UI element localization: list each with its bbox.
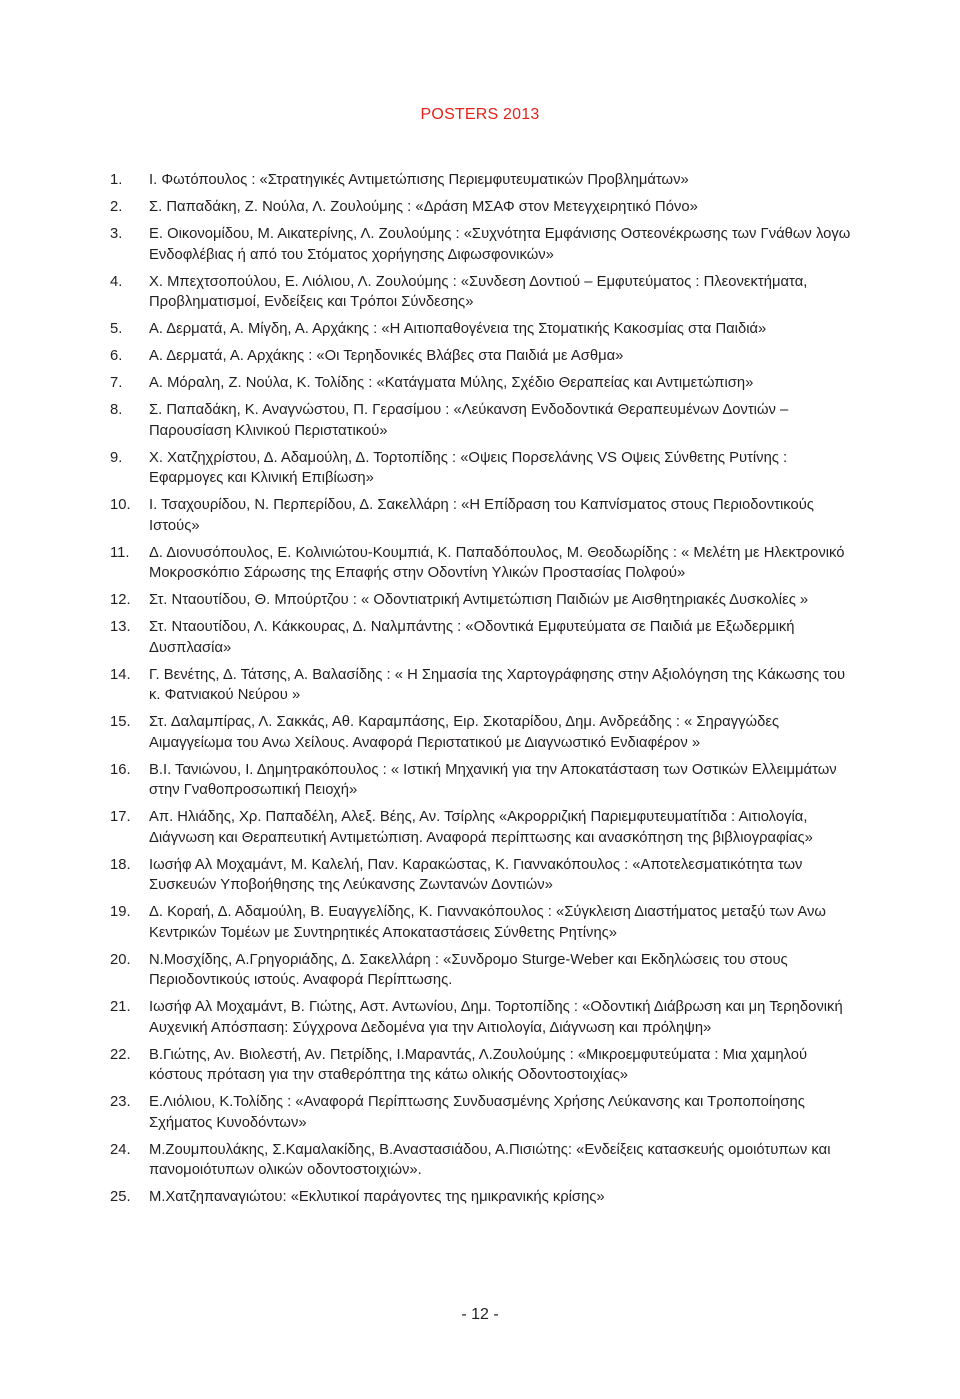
item-number: 12. <box>110 592 131 608</box>
item-number: 25. <box>110 1189 131 1205</box>
item-text: Α. Μόραλη, Ζ. Νούλα, Κ. Τολίδης : «Κατάγματα Μύλης, Σχέδιο Θεραπείας και Αντιμετώπιση» <box>149 375 754 391</box>
list-item <box>110 1140 855 1181</box>
item-number: 7. <box>110 375 123 391</box>
item-number: 17. <box>110 809 131 825</box>
item-text: Ι. Τσαχουρίδου, Ν. Περπερίδου, Δ. Σακελλάρη : «Η Επίδραση του Καπνίσματος στους Περιοδοντικούς Ιστούς» <box>149 497 814 534</box>
item-number: 20. <box>110 951 131 968</box>
item-number: 21. <box>110 999 131 1015</box>
item-number: 11. <box>110 544 130 561</box>
item-text: Α. Δερματά, Α. Αρχάκης : «Οι Τερηδονικές Βλάβες στα Παιδιά με Ασθμα» <box>149 348 624 364</box>
list-item <box>110 1187 855 1208</box>
item-number: 9. <box>110 449 123 466</box>
list-item <box>110 319 855 340</box>
list-item <box>110 807 855 848</box>
item-text: Μ.Χατζηπαναγιώτου: «Εκλυτικοί παράγοντες της ημικρανικής κρίσης» <box>149 1189 605 1205</box>
item-number: 15. <box>110 714 131 730</box>
list-item <box>110 617 855 658</box>
item-text: Στ. Νταουτίδου, Θ. Μπούρτζου : « Οδοντιατρική Αντιμετώπιση Παιδιών με Αισθητηριακές Δυσκολίες » <box>149 592 809 608</box>
list-item <box>110 902 855 943</box>
list-item <box>110 590 855 611</box>
item-text: Σ. Παπαδάκη, Ζ. Νούλα, Λ. Ζουλούμης : «Δράση ΜΣΑΦ στον Μετεγχειρητικό Πόνο» <box>149 199 698 215</box>
item-number: 6. <box>110 348 123 364</box>
list-item <box>110 197 855 218</box>
item-text: Δ. Κοραή, Δ. Αδαμούλη, Β. Ευαγγελίδης, Κ. Γιαννακόπουλος : «Σύγκλειση Διαστήματος μεταξύ των Ανω Κεντρικών Τομέων με Συντηρητικές Αποκαταστάσεις Σύνθετης Ρητίνης» <box>149 904 826 941</box>
list-item <box>110 400 855 441</box>
list-item <box>110 1092 855 1133</box>
item-number: 24. <box>110 1141 131 1158</box>
item-text: Απ. Ηλιάδης, Χρ. Παπαδέλη, Αλεξ. Βέης, Αν. Τσίρλης «Ακρορριζική Παριεμφυτευματίτιδα : Αιτιολογία, Διάγνωση και Θεραπευτική Αντιμετώπιση. Αναφορά περίπτωσης και ανασκόπηση της βιβλιογραφίας» <box>149 809 813 846</box>
list-item <box>110 448 855 489</box>
list-item <box>110 855 855 896</box>
item-text: Χ. Χατζηχρίστου, Δ. Αδαμούλη, Δ. Τορτοπίδης : «Οψεις Πορσελάνης VS Οψεις Σύνθετης Ρυτίνης : Εφαρμογες και Κλινική Επιβίωση» <box>149 449 788 486</box>
item-number: 4. <box>110 273 123 290</box>
item-text: Δ. Διονυσόπουλος, Ε. Κολινιώτου-Κουμπιά, Κ. Παπαδόπουλος, Μ. Θεοδωρίδης : « Μελέτη με Ηλεκτρονικό Μοκροσκόπιο Σάρωσης της Επαφής στην Οδοντίνη Υλικών Προστασίας Πολφού» <box>149 544 845 581</box>
list-item <box>110 170 855 191</box>
item-text: Χ. Μπεχτσοπούλου, Ε. Λιόλιου, Λ. Ζουλούμης : «Συνδεση Δοντιού – Εμφυτεύματος : Πλεονεκτήματα, Προβληματισμοί, Ενδείξεις και Τρόποι Σύνδεσης» <box>149 273 808 310</box>
item-number: 2. <box>110 199 123 215</box>
item-number: 14. <box>110 666 131 683</box>
list-item <box>110 272 855 313</box>
item-text: Ιωσήφ Αλ Μοχαμάντ, Β. Γιώτης, Αστ. Αντωνίου, Δημ. Τορτοπίδης : «Οδοντική Διάβρωση και μη Τερηδονική Αυχενική Απόσπαση: Σύγχρονα Δεδομένα για την Αιτιολογία, Διάγνωση και πρόληψη» <box>149 999 843 1036</box>
item-number: 3. <box>110 226 123 242</box>
list-item <box>110 997 855 1038</box>
item-number: 1. <box>110 172 123 188</box>
item-number: 8. <box>110 402 123 418</box>
list-item <box>110 495 855 536</box>
item-text: Ι. Φωτόπουλος : «Στρατηγικές Αντιμετώπισης Περιεμφυτευματικών Προβλημάτων» <box>149 172 689 188</box>
item-number: 22. <box>110 1046 131 1063</box>
item-text: Σ. Παπαδάκη, Κ. Αναγνώστου, Π. Γερασίμου : «Λεύκανση Ενδοδοντικά Θεραπευμένων Δοντιών – Παρουσίαση Κλινικού Περιστατικού» <box>149 402 789 439</box>
item-text: Ιωσήφ Αλ Μοχαμάντ, Μ. Καλελή, Παν. Καρακώστας, Κ. Γιαννακόπουλος : «Αποτελεσματικότητα των Συσκευών Υποβοήθησης της Λεύκανσης Ζωντανών Δοντιών» <box>149 856 803 893</box>
list-item <box>110 712 855 753</box>
item-text: Α. Δερματά, Α. Μίγδη, Α. Αρχάκης : «Η Αιτιοπαθογένεια της Στοματικής Κακοσμίας στα Παιδιά» <box>149 321 767 337</box>
item-number: 18. <box>110 856 131 873</box>
item-text: Ε. Οικονομίδου, Μ. Αικατερίνης, Λ. Ζουλούμης : «Συχνότητα Εμφάνισης Οστεονέκρωσης των Γνάθων λογω Ενδοφλέβιας ή από του Στόματος χορήγησης Διφωσφονικών» <box>149 226 851 263</box>
list-item <box>110 665 855 706</box>
item-number: 5. <box>110 321 123 337</box>
item-text: Γ. Βενέτης, Δ. Τάτσης, Α. Βαλασίδης : « Η Σημασία της Χαρτογράφησης στην Αξιολόγηση της Κάκωσης του κ. Φατνιακού Νεύρου » <box>149 666 846 703</box>
list-item <box>110 760 855 801</box>
list-item <box>110 224 855 265</box>
item-text: Ν.Μοσχίδης, Α.Γρηγοριάδης, Δ. Σακελλάρη : «Συνδρομο Sturge-Weber και Εκδηλώσεις του στους Περιοδοντικούς ιστούς. Αναφορά Περίπτωσης. <box>149 951 788 988</box>
item-text: Ε.Λιόλιου, Κ.Τολίδης : «Αναφορά Περίπτωσης Συνδυασμένης Χρήσης Λεύκανσης και Τροποποίησης Σχήματος Κυνοδόντων» <box>149 1094 805 1131</box>
poster-list <box>110 170 855 1214</box>
list-item <box>110 373 855 394</box>
item-number: 13. <box>110 619 131 635</box>
item-number: 10. <box>110 497 131 513</box>
item-text: Β.Ι. Τανιώνου, Ι. Δημητρακόπουλος : « Ιστική Μηχανική για την Αποκατάσταση των Οστικών Ελλειμμάτων στην Γναθοπροσωπική Πειοχή» <box>149 761 837 798</box>
section-title: POSTERS 2013 <box>420 106 540 123</box>
item-number: 19. <box>110 904 131 920</box>
list-item <box>110 543 855 584</box>
item-text: Στ. Νταουτίδου, Λ. Κάκκουρας, Δ. Ναλμπάντης : «Οδοντικά Εμφυτεύματα σε Παιδιά με Εξωδερμική Δυσπλασία» <box>149 619 795 656</box>
item-number: 23. <box>110 1094 131 1110</box>
list-item <box>110 1045 855 1086</box>
item-text: Στ. Δαλαμπίρας, Λ. Σακκάς, Αθ. Καραμπάσης, Ειρ. Σκοταρίδου, Δημ. Ανδρεάδης : « Σηραγγώδες Αιμαγγείωμα του Ανω Χείλους. Αναφορά Περιστατικού με Διαγνωστικό Ενδιαφέρον » <box>149 714 780 751</box>
item-text: Β.Γιώτης, Αν. Βιολεστή, Αν. Πετρίδης, Ι.Μαραντάς, Λ.Ζουλούμης : «Μικροεμφυτεύματα : Μια χαμηλού κόστους πρόταση για την σταθερόπτηα της κάτω ολικής Οδοντοστοιχίας» <box>149 1046 808 1083</box>
page-number: - 12 - <box>461 1306 499 1323</box>
item-text: Μ.Ζουμπουλάκης, Σ.Καμαλακίδης, Β.Αναστασιάδου, Α.Πισιώτης: «Ενδείξεις κατασκευής ομοιότυπων και πανομοιότυπων ολικών οδοντοστοιχιών». <box>149 1141 831 1178</box>
item-number: 16. <box>110 761 131 778</box>
list-item <box>110 950 855 991</box>
list-item <box>110 346 855 367</box>
